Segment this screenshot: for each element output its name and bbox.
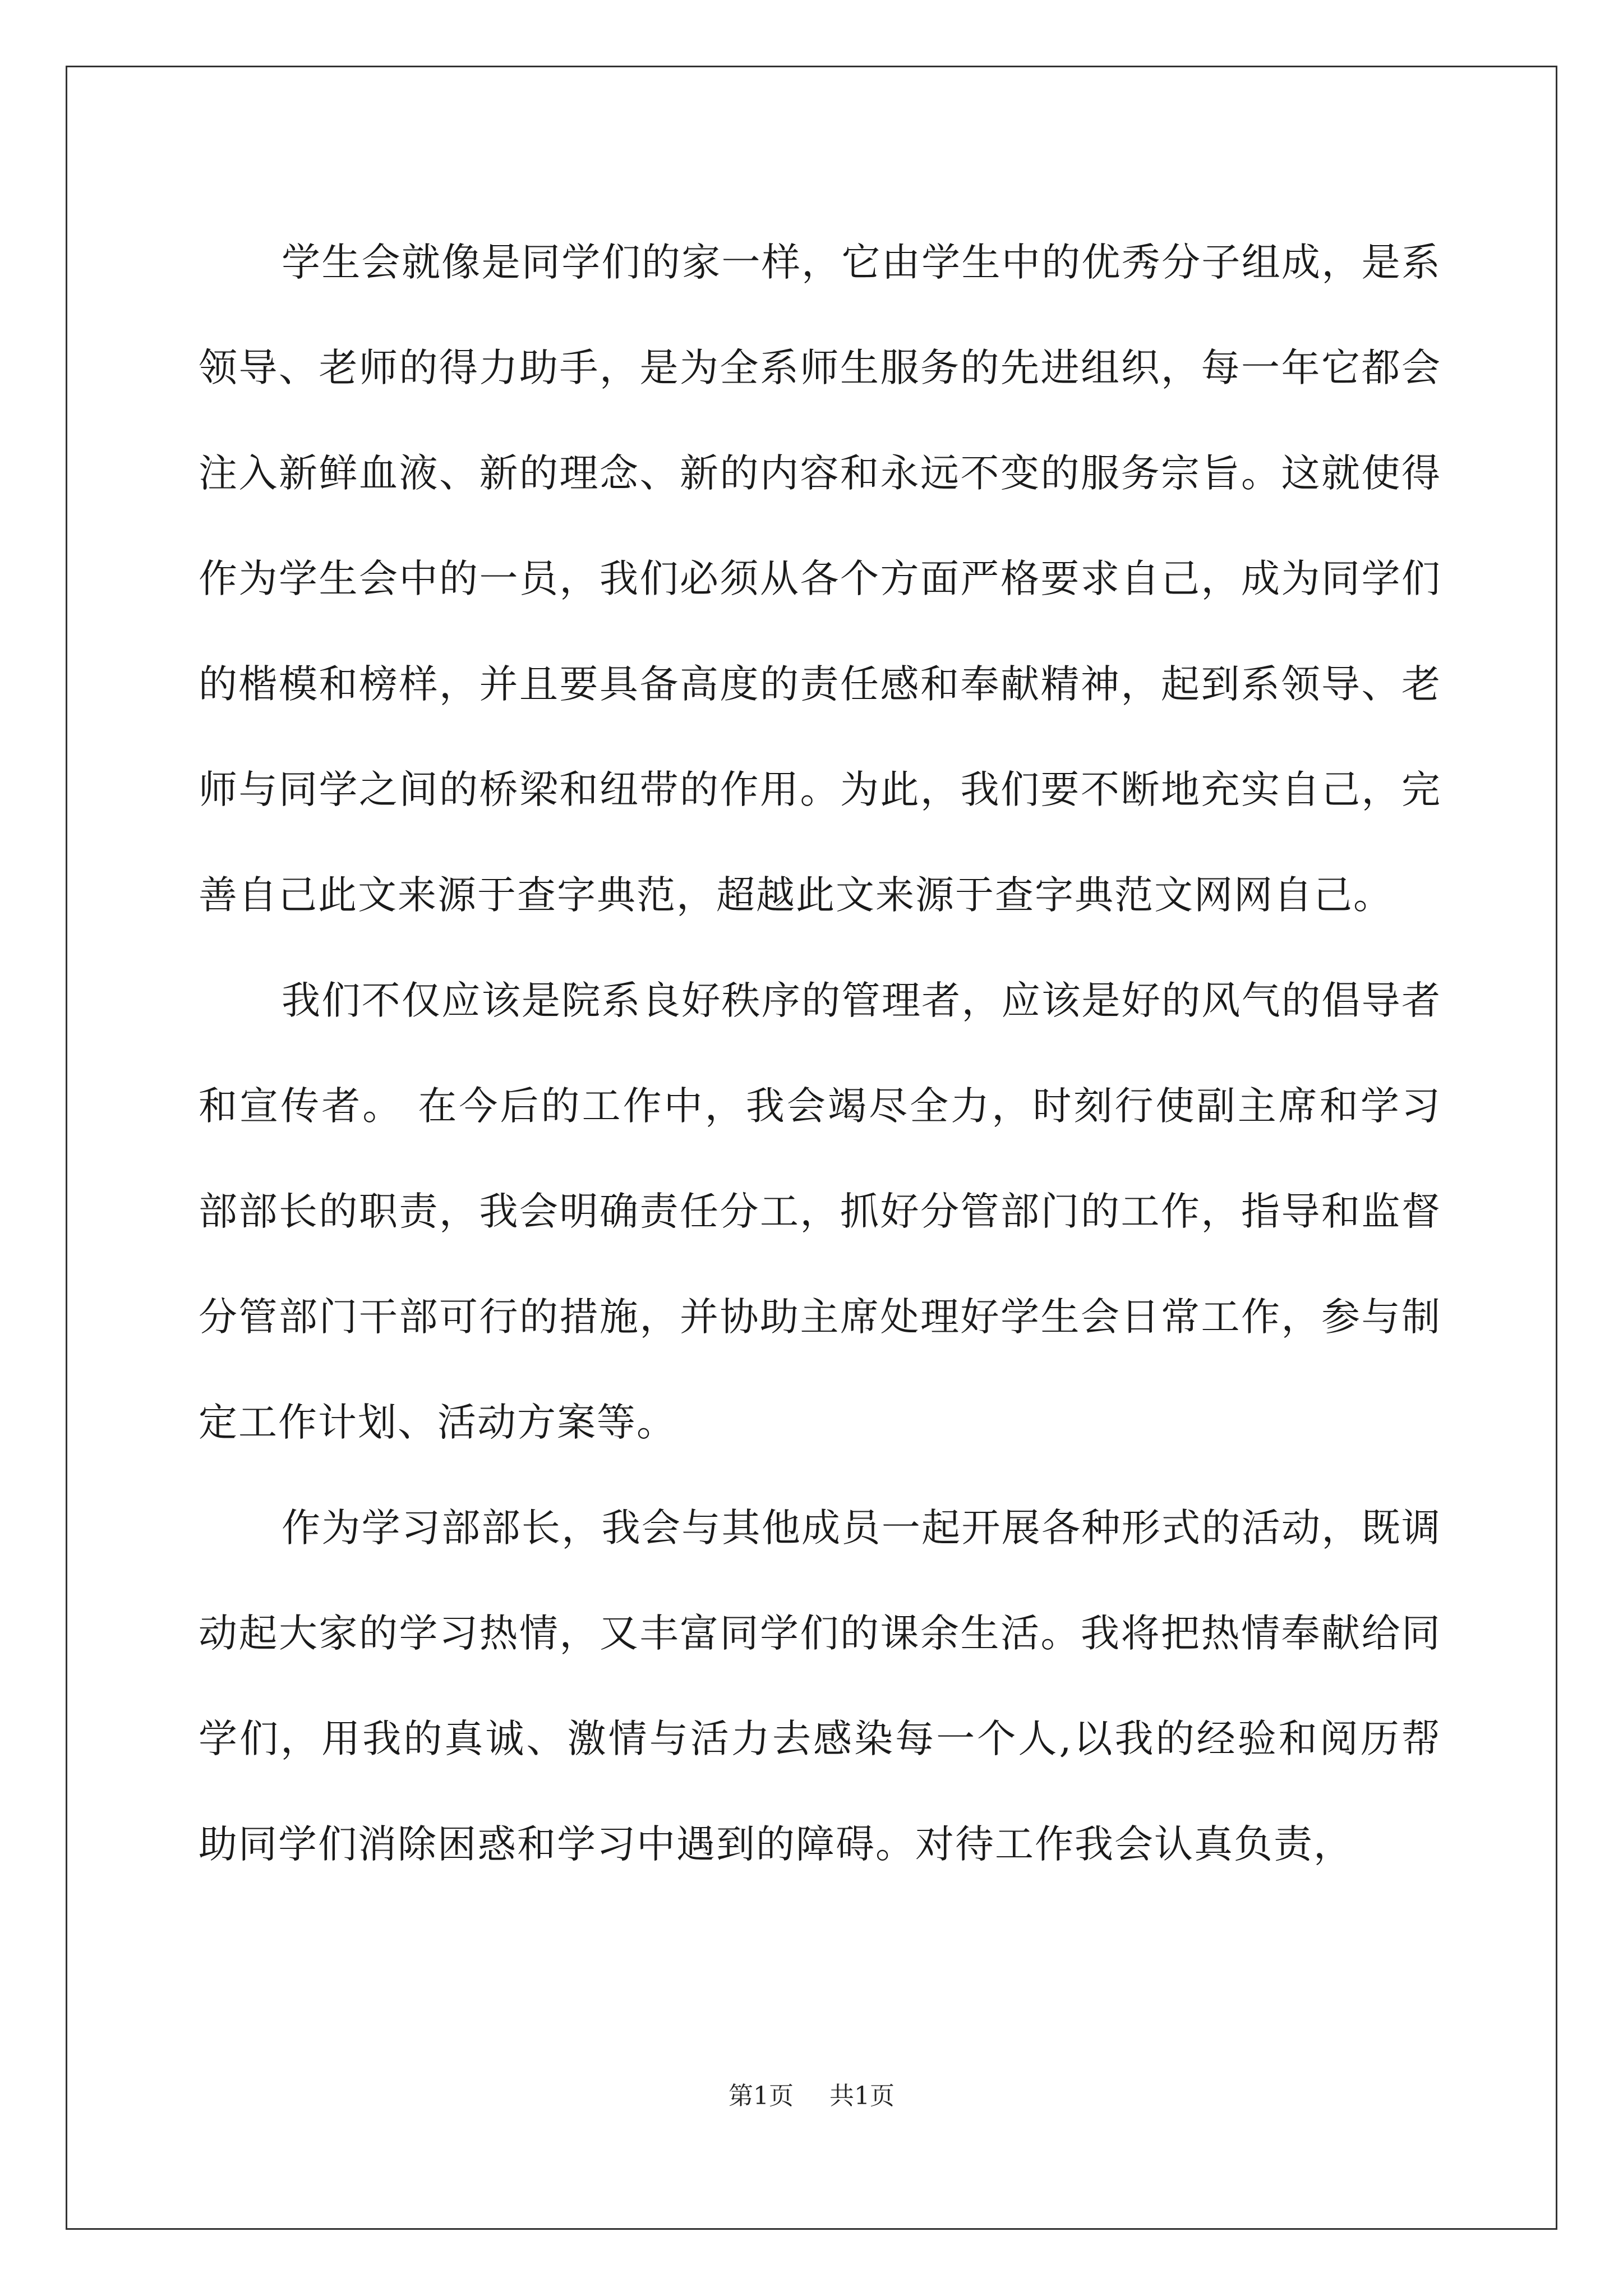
page-total: 共1页 [829, 2082, 895, 2110]
paragraph-1: 学生会就像是同学们的家一样，它由学生中的优秀分子组成，是系领导、老师的得力助手，是为全系师生服务的先进组织，每一年它都会注入新鲜血液、新的理念、新的内容和永远不变的服务宗旨。这就使得作为学生会中的一员，我们必须从各个方面严格要求自己，成为同学们的楷模和榜样，并且要具备高度的责任感和奉献精神，起到系领导、老师与同学之间的桥梁和纽带的作用。为此，我们要不断地充实自己，完善自己此文来源于查字典范，超越此文来源于查字典范文网网自己。 [199, 240, 1441, 918]
paragraph-2: 我们不仅应该是院系良好秩序的管理者，应该是好的风气的倡导者和宣传者。 在今后的工作中，我会竭尽全力，时刻行使副主席和学习部部长的职责，我会明确责任分工，抓好分管部门的工作，指导和监督分管部门干部可行的措施，并协助主席处理好学生会日常工作，参与制定工作计划、活动方案等。 [199, 978, 1441, 1445]
paragraph-3: 作为学习部部长，我会与其他成员一起开展各种形式的活动，既调动起大家的学习热情，又丰富同学们的课余生活。我将把热情奉献给同学们，用我的真诚、激情与活力去感染每一个人,以我的经验和阅历帮助同学们消除困惑和学习中遇到的障碍。对待工作我会认真负责， [199, 1506, 1441, 1867]
document-body [199, 210, 1441, 1897]
page-footer [0, 2076, 1623, 2111]
page-number: 第1页 [728, 2082, 794, 2110]
